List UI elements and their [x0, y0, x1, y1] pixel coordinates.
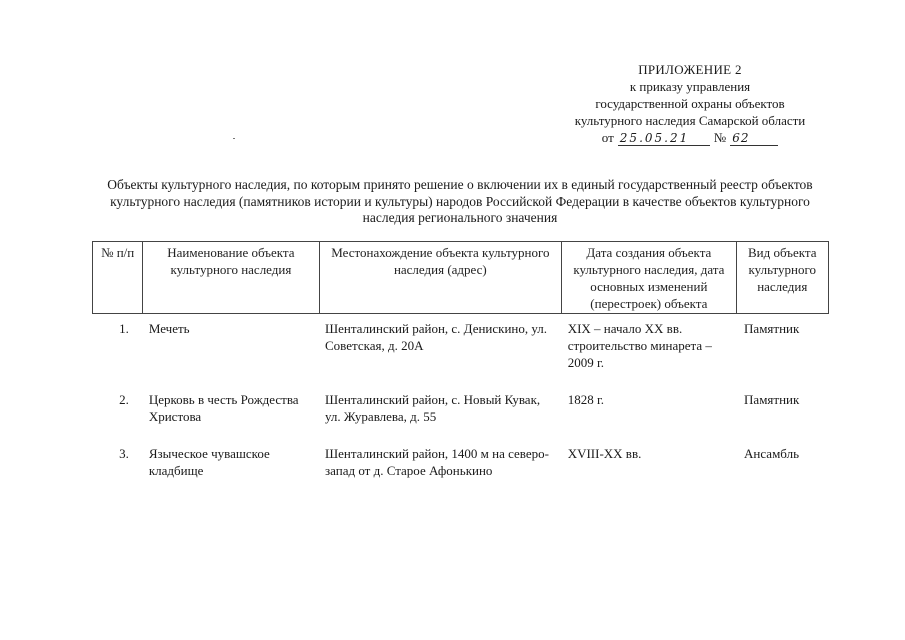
header-name: Наименование объекта культурного наследия — [143, 242, 319, 314]
appendix-block — [520, 61, 860, 146]
table-row — [93, 385, 829, 439]
header-type: Вид объекта культурного наследия — [736, 242, 828, 314]
appendix-line-1: к приказу управления — [629, 79, 751, 94]
row-name: Мечеть — [148, 321, 190, 336]
row-number: 3. — [119, 446, 129, 461]
row-date: 1828 г. — [567, 392, 605, 407]
row-name: Языческое чувашское кладбище — [148, 446, 270, 478]
row-address: Шенталинский район, 1400 м на северо-запад от д. Старое Афонькино — [325, 446, 549, 478]
row-type: Памятник — [744, 392, 800, 407]
table-row — [93, 314, 829, 386]
handwritten-number: 62 — [730, 131, 778, 146]
scan-speck — [233, 138, 235, 139]
appendix-title: ПРИЛОЖЕНИЕ 2 — [638, 62, 742, 77]
number-prefix: № — [713, 130, 727, 145]
document-heading: Объекты культурного наследия, по которым принято решение о включении их в единый государственный реестр объектов культурного наследия (памятников истории и культуры) народов Российской Федерации в качестве объектов культурного наследия регионального значения — [107, 177, 813, 225]
row-date: XIX – начало XX вв. строительство минарета – 2009 г. — [567, 321, 712, 370]
header-address: Местонахождение объекта культурного наследия (адрес) — [319, 242, 562, 314]
row-date: XVIII-XX вв. — [567, 446, 642, 461]
heritage-table — [92, 241, 829, 493]
row-type: Ансамбль — [744, 446, 800, 461]
row-number: 2. — [119, 392, 129, 407]
date-prefix: от — [601, 130, 614, 145]
row-address: Шенталинский район, с. Новый Кувак, ул. Журавлева, д. 55 — [325, 392, 541, 424]
row-number: 1. — [119, 321, 129, 336]
row-name: Церковь в честь Рождества Христова — [148, 392, 299, 424]
row-type: Памятник — [744, 321, 800, 336]
header-date: Дата создания объекта культурного наследия, дата основных изменений (перестроек) объекта — [562, 242, 736, 314]
handwritten-date: 25.05.21 — [618, 131, 710, 146]
table-header-row — [93, 242, 829, 314]
row-address: Шенталинский район, с. Денискино, ул. Советская, д. 20А — [325, 321, 548, 353]
table-row — [93, 439, 829, 493]
header-number: № п/п — [93, 242, 143, 314]
appendix-line-2: государственной охраны объектов — [595, 96, 785, 111]
appendix-line-3: культурного наследия Самарской области — [574, 113, 806, 128]
order-line — [520, 129, 860, 146]
